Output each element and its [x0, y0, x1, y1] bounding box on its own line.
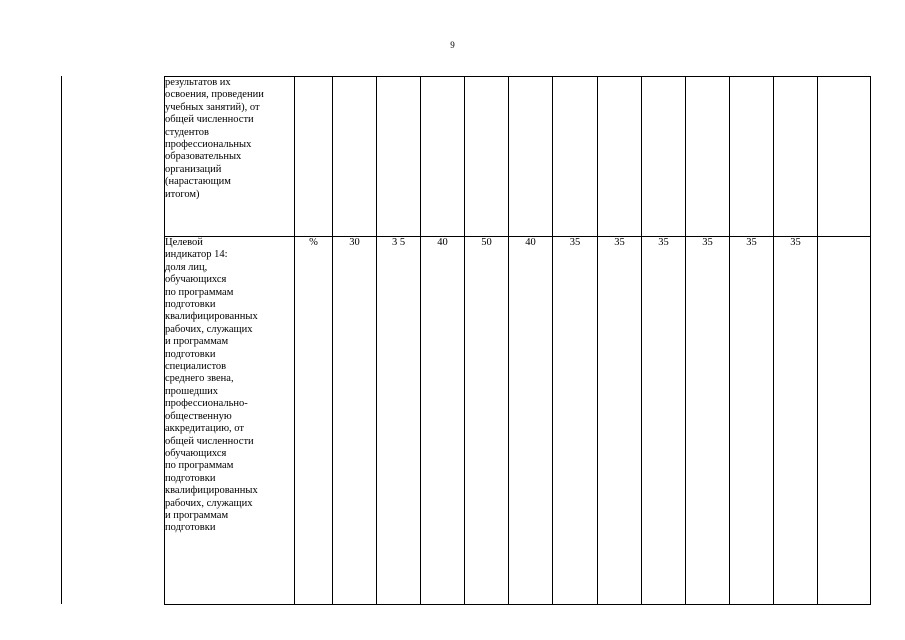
description-line: общей численности [165, 435, 254, 447]
unit-cell: % [295, 237, 333, 605]
value-cell: 35 [686, 237, 730, 605]
description-line: квалифицированных [165, 311, 258, 323]
value-cell: 50 [465, 237, 509, 605]
value-cell: 40 [509, 237, 553, 605]
value-cell: 35 [642, 237, 686, 605]
description-line: квалифицированных [165, 485, 258, 497]
description-line: среднего звена, [165, 373, 234, 385]
unit-cell [295, 77, 333, 237]
value-cell: 35 [553, 237, 598, 605]
indicators-table [164, 76, 871, 605]
description-line: студентов [165, 126, 209, 138]
value-cell: 3 5 [377, 237, 421, 605]
description-line: обучающихся [165, 274, 227, 286]
value-cell [509, 77, 553, 237]
indicator-description [165, 77, 295, 237]
value-cell [730, 77, 774, 237]
value-cell [465, 77, 509, 237]
value-cell [598, 77, 642, 237]
description-line: организаций [165, 163, 222, 175]
value-cell: 35 [730, 237, 774, 605]
table-row [165, 77, 871, 237]
description-line: (нарастающим [165, 176, 231, 188]
description-line: рабочих, служащих [165, 497, 253, 509]
table-row [165, 237, 871, 605]
description-line: индикатор 14: [165, 249, 228, 261]
description-line: и программам [165, 336, 229, 348]
description-line: образовательных [165, 151, 242, 163]
description-line: по программам [165, 286, 234, 298]
indicator-description [165, 237, 295, 605]
value-cell: 30 [333, 237, 377, 605]
description-line: подготовки [165, 472, 216, 484]
value-cell [818, 77, 871, 237]
value-cell: 35 [774, 237, 818, 605]
description-line: аккредитацию, от [165, 423, 245, 435]
description-line: подготовки [165, 348, 216, 360]
description-line: результатов их [165, 77, 231, 88]
description-line: Целевой [165, 237, 203, 248]
description-line: и программам [165, 509, 229, 521]
description-line: подготовки [165, 299, 216, 311]
value-cell [333, 77, 377, 237]
value-cell [818, 237, 871, 605]
value-cell [686, 77, 730, 237]
value-cell [774, 77, 818, 237]
description-line: общей численности [165, 114, 254, 126]
description-line: итогом) [165, 188, 200, 200]
description-line: прошедших [165, 385, 219, 397]
value-cell [377, 77, 421, 237]
value-cell: 35 [598, 237, 642, 605]
description-line: учебных занятий), от [165, 101, 260, 113]
value-cell: 40 [421, 237, 465, 605]
description-line: профессиональных [165, 139, 252, 151]
description-line: освоения, проведении [165, 89, 264, 101]
page-number: 9 [450, 40, 455, 50]
description-line: подготовки [165, 522, 216, 534]
description-line: специалистов [165, 361, 227, 373]
value-cell [553, 77, 598, 237]
description-line: по программам [165, 460, 234, 472]
description-line: обучающихся [165, 447, 227, 459]
value-cell [421, 77, 465, 237]
description-line: доля лиц, [165, 261, 208, 273]
description-line: профессионально- [165, 398, 248, 410]
description-line: общественную [165, 410, 232, 422]
margin-rule [61, 76, 62, 604]
description-line: рабочих, служащих [165, 323, 253, 335]
value-cell [642, 77, 686, 237]
